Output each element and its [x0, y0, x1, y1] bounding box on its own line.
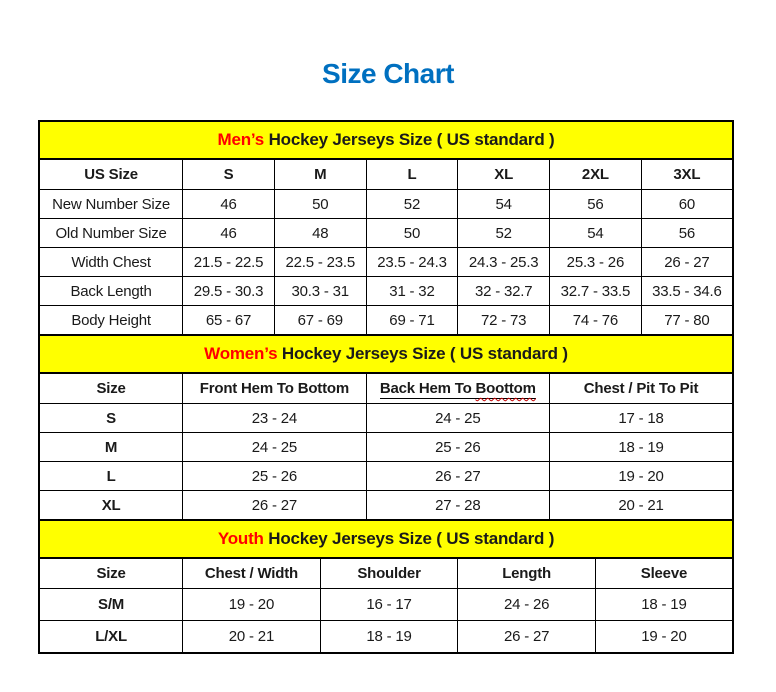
youth-table-cell: 19 - 20	[183, 589, 321, 621]
youth-table-title	[39, 520, 733, 558]
mens-table-cell: 23.5 - 24.3	[366, 248, 458, 277]
womens-table-cell: 18 - 19	[550, 433, 733, 462]
mens-column-header: XL	[458, 159, 550, 190]
mens-table-title	[39, 121, 733, 159]
womens-table-cell: 20 - 21	[550, 491, 733, 521]
size-tables	[38, 120, 734, 654]
mens-table-row	[39, 306, 733, 336]
youth-table-cell: 16 - 17	[320, 589, 458, 621]
womens-row-label: L	[39, 462, 183, 491]
mens-table-cell: 56	[550, 190, 642, 219]
womens-title-rest: Hockey Jerseys Size ( US standard )	[277, 344, 568, 363]
spellcheck-squiggle-word: Boottom	[475, 380, 536, 397]
mens-table-cell: 24.3 - 25.3	[458, 248, 550, 277]
mens-title-rest: Hockey Jerseys Size ( US standard )	[264, 130, 555, 149]
mens-table-cell: 32.7 - 33.5	[550, 277, 642, 306]
womens-table-cell: 19 - 20	[550, 462, 733, 491]
youth-table-cell: 26 - 27	[458, 621, 596, 654]
mens-row-label: Back Length	[39, 277, 183, 306]
youth-table-cell: 18 - 19	[320, 621, 458, 654]
womens-table-cell: 26 - 27	[183, 491, 366, 521]
womens-table-cell: 27 - 28	[366, 491, 549, 521]
mens-table-row	[39, 219, 733, 248]
womens-row-label: S	[39, 404, 183, 433]
womens-column-header	[366, 373, 549, 404]
youth-table-cell: 18 - 19	[595, 589, 733, 621]
mens-table-cell: 65 - 67	[183, 306, 275, 336]
mens-table-cell: 46	[183, 190, 275, 219]
womens-table-cell: 23 - 24	[183, 404, 366, 433]
mens-table-row	[39, 190, 733, 219]
womens-row-label: M	[39, 433, 183, 462]
mens-table-cell: 77 - 80	[641, 306, 733, 336]
mens-table-cell: 48	[274, 219, 366, 248]
mens-column-header: 2XL	[550, 159, 642, 190]
womens-table-row	[39, 404, 733, 433]
womens-table-row	[39, 491, 733, 521]
womens-size-table	[38, 334, 734, 521]
mens-table-cell: 69 - 71	[366, 306, 458, 336]
mens-row-label: Width Chest	[39, 248, 183, 277]
page-title: Size Chart	[322, 58, 454, 89]
youth-size-table	[38, 519, 734, 654]
mens-table-cell: 46	[183, 219, 275, 248]
mens-table-cell: 25.3 - 26	[550, 248, 642, 277]
mens-column-header: M	[274, 159, 366, 190]
youth-table-row	[39, 589, 733, 621]
youth-title-rest: Hockey Jerseys Size ( US standard )	[263, 529, 555, 548]
womens-table-cell: 24 - 25	[366, 404, 549, 433]
womens-table-row	[39, 433, 733, 462]
mens-table-cell: 31 - 32	[366, 277, 458, 306]
mens-table-cell: 67 - 69	[274, 306, 366, 336]
mens-column-header: L	[366, 159, 458, 190]
womens-table-cell: 26 - 27	[366, 462, 549, 491]
mens-table-cell: 52	[366, 190, 458, 219]
womens-column-header: Front Hem To Bottom	[183, 373, 366, 404]
mens-column-header: US Size	[39, 159, 183, 190]
youth-table-cell: 19 - 20	[595, 621, 733, 654]
mens-table-cell: 56	[641, 219, 733, 248]
mens-table-cell: 26 - 27	[641, 248, 733, 277]
youth-table-cell: 20 - 21	[183, 621, 321, 654]
mens-column-header: 3XL	[641, 159, 733, 190]
mens-table-cell: 22.5 - 23.5	[274, 248, 366, 277]
youth-column-header: Size	[39, 558, 183, 589]
mens-table-cell: 50	[366, 219, 458, 248]
underlined-header-text: Back Hem To Boottom	[379, 380, 536, 397]
mens-table-cell: 54	[458, 190, 550, 219]
mens-table-cell: 21.5 - 22.5	[183, 248, 275, 277]
mens-table-cell: 54	[550, 219, 642, 248]
youth-table-cell: 24 - 26	[458, 589, 596, 621]
womens-table-title	[39, 335, 733, 373]
womens-table-cell: 25 - 26	[183, 462, 366, 491]
mens-column-header: S	[183, 159, 275, 190]
mens-table-cell: 74 - 76	[550, 306, 642, 336]
mens-table-cell: 29.5 - 30.3	[183, 277, 275, 306]
womens-table-row	[39, 462, 733, 491]
youth-row-label: L/XL	[39, 621, 183, 654]
youth-column-header: Shoulder	[320, 558, 458, 589]
youth-table-row	[39, 621, 733, 654]
mens-row-label: Old Number Size	[39, 219, 183, 248]
womens-table-cell: 24 - 25	[183, 433, 366, 462]
mens-table-cell: 50	[274, 190, 366, 219]
youth-column-header: Sleeve	[595, 558, 733, 589]
youth-title-highlight: Youth	[217, 529, 264, 548]
mens-table-cell: 60	[641, 190, 733, 219]
mens-table-cell: 32 - 32.7	[458, 277, 550, 306]
womens-table-cell: 17 - 18	[550, 404, 733, 433]
youth-column-header: Chest / Width	[183, 558, 321, 589]
mens-title-highlight: Men’s	[217, 130, 265, 149]
mens-table-row	[39, 277, 733, 306]
mens-row-label: Body Height	[39, 306, 183, 336]
mens-table-cell: 33.5 - 34.6	[641, 277, 733, 306]
womens-column-header: Size	[39, 373, 183, 404]
mens-size-table	[38, 120, 734, 336]
mens-table-cell: 52	[458, 219, 550, 248]
womens-row-label: XL	[39, 491, 183, 521]
mens-table-cell: 30.3 - 31	[274, 277, 366, 306]
mens-table-row	[39, 248, 733, 277]
youth-column-header: Length	[458, 558, 596, 589]
womens-title-highlight: Women’s	[204, 344, 278, 363]
youth-row-label: S/M	[39, 589, 183, 621]
womens-column-header: Chest / Pit To Pit	[550, 373, 733, 404]
mens-table-cell: 72 - 73	[458, 306, 550, 336]
mens-row-label: New Number Size	[39, 190, 183, 219]
womens-table-cell: 25 - 26	[366, 433, 549, 462]
